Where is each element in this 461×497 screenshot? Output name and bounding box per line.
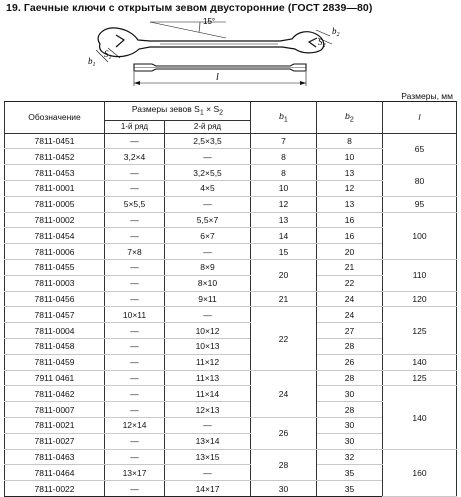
header-b1: $b_1$ [251, 102, 317, 134]
cell-designation: 7811-0006 [5, 244, 105, 260]
cell-length: 140 [383, 354, 457, 370]
cell-size-row2: — [165, 307, 251, 323]
cell-size-row1: — [105, 370, 165, 386]
cell-size-row2: 5,5×7 [165, 212, 251, 228]
cell-b2: 8 [317, 133, 383, 149]
cell-designation: 7811-0462 [5, 386, 105, 402]
cell-b2: 20 [317, 244, 383, 260]
cell-size-row1: — [105, 165, 165, 181]
cell-b2: 10 [317, 149, 383, 165]
cell-length: 125 [383, 370, 457, 386]
cell-size-row1: — [105, 228, 165, 244]
cell-b2: 24 [317, 291, 383, 307]
cell-b2: 30 [317, 418, 383, 434]
cell-size-row2: 11×13 [165, 370, 251, 386]
table-row [5, 307, 457, 323]
cell-size-row1: — [105, 449, 165, 465]
header-row2: 2-й ряд [165, 120, 251, 133]
cell-size-row1: — [105, 291, 165, 307]
cell-designation: 7811-0453 [5, 165, 105, 181]
cell-designation: 7811-0452 [5, 149, 105, 165]
cell-size-row2: 10×13 [165, 339, 251, 355]
table-row [5, 165, 457, 181]
cell-designation: 7811-0022 [5, 481, 105, 497]
cell-size-row1: — [105, 481, 165, 497]
cell-size-row2: 13×14 [165, 433, 251, 449]
cell-b1: 30 [251, 481, 317, 497]
cell-designation: 7811-0005 [5, 196, 105, 212]
cell-b1: 12 [251, 196, 317, 212]
cell-b2: 16 [317, 228, 383, 244]
cell-b2: 27 [317, 323, 383, 339]
wrench-side-view [134, 64, 306, 86]
cell-size-row2: 12×13 [165, 402, 251, 418]
cell-b1: 20 [251, 260, 317, 292]
table-row [5, 386, 457, 402]
cell-size-row1: — [105, 339, 165, 355]
cell-designation: 7811-0021 [5, 418, 105, 434]
cell-b2: 32 [317, 449, 383, 465]
table-body [5, 133, 457, 496]
cell-size-row1: — [105, 212, 165, 228]
cell-b2: 28 [317, 402, 383, 418]
wrench-top-view [96, 22, 332, 62]
cell-size-row2: — [165, 465, 251, 481]
cell-b2: 28 [317, 370, 383, 386]
angle-label: 15° [203, 17, 216, 26]
cell-designation: 7811-0451 [5, 133, 105, 149]
cell-size-row1: — [105, 260, 165, 276]
cell-size-row2: 4×5 [165, 181, 251, 197]
cell-b2: 12 [317, 181, 383, 197]
cell-b1: 24 [251, 370, 317, 417]
length-label: l [216, 72, 219, 83]
s1-label: $S_1$ [104, 49, 112, 61]
cell-designation: 7811-0457 [5, 307, 105, 323]
cell-size-row2: 6×7 [165, 228, 251, 244]
cell-size-row2: — [165, 196, 251, 212]
wrench-drawing [0, 14, 461, 92]
cell-b1: 15 [251, 244, 317, 260]
cell-b1: 10 [251, 181, 317, 197]
cell-length: 125 [383, 307, 457, 354]
cell-size-row1: 13×17 [105, 465, 165, 481]
cell-b2: 26 [317, 354, 383, 370]
cell-b1: 7 [251, 133, 317, 149]
cell-size-row1: — [105, 275, 165, 291]
header-jaw-sizes: Размеры зевов $S_1 \times S_2$ [105, 102, 251, 121]
cell-length: 80 [383, 165, 457, 197]
header-designation: Обозначение [5, 102, 105, 134]
wrench-spec-table [4, 101, 457, 497]
cell-designation: 7811-0002 [5, 212, 105, 228]
cell-size-row1: — [105, 386, 165, 402]
table-row [5, 196, 457, 212]
cell-b2: 16 [317, 212, 383, 228]
b1-label: $b_1$ [88, 56, 96, 68]
cell-b2: 35 [317, 465, 383, 481]
cell-size-row1: 3,2×4 [105, 149, 165, 165]
cell-size-row1: 10×11 [105, 307, 165, 323]
table-row [5, 133, 457, 149]
cell-size-row1: — [105, 181, 165, 197]
cell-b2: 22 [317, 275, 383, 291]
cell-b2: 13 [317, 196, 383, 212]
cell-designation: 7811-0455 [5, 260, 105, 276]
cell-size-row2: 8×9 [165, 260, 251, 276]
cell-designation: 7811-0464 [5, 465, 105, 481]
cell-b2: 28 [317, 339, 383, 355]
cell-designation: 7811-0459 [5, 354, 105, 370]
table-row [5, 212, 457, 228]
cell-b1: 13 [251, 212, 317, 228]
cell-size-row1: 7×8 [105, 244, 165, 260]
cell-size-row1: 5×5,5 [105, 196, 165, 212]
cell-size-row2: 11×14 [165, 386, 251, 402]
cell-size-row2: 14×17 [165, 481, 251, 497]
cell-designation: 7811-0456 [5, 291, 105, 307]
cell-b2: 24 [317, 307, 383, 323]
cell-size-row2: 13×15 [165, 449, 251, 465]
table-row [5, 260, 457, 276]
cell-size-row1: — [105, 133, 165, 149]
cell-length: 140 [383, 386, 457, 449]
cell-designation: 7811-0027 [5, 433, 105, 449]
cell-b2: 13 [317, 165, 383, 181]
header-length: l [383, 102, 457, 134]
cell-designation: 7811-0001 [5, 181, 105, 197]
cell-size-row1: — [105, 433, 165, 449]
cell-length: 100 [383, 212, 457, 259]
cell-b1: 22 [251, 307, 317, 370]
cell-size-row2: 9×11 [165, 291, 251, 307]
table-row [5, 291, 457, 307]
b2-label: $b_2$ [332, 26, 340, 38]
cell-length: 110 [383, 260, 457, 292]
cell-b2: 30 [317, 433, 383, 449]
cell-length: 65 [383, 133, 457, 165]
cell-b1: 28 [251, 449, 317, 481]
cell-size-row1: — [105, 354, 165, 370]
cell-b1: 26 [251, 418, 317, 450]
cell-b1: 8 [251, 149, 317, 165]
cell-size-row2: 11×12 [165, 354, 251, 370]
cell-designation: 7811-0003 [5, 275, 105, 291]
cell-designation: 7811-0004 [5, 323, 105, 339]
cell-size-row1: 12×14 [105, 418, 165, 434]
table-row [5, 449, 457, 465]
cell-size-row1: — [105, 402, 165, 418]
cell-size-row2: — [165, 244, 251, 260]
cell-b2: 35 [317, 481, 383, 497]
cell-size-row1: — [105, 323, 165, 339]
cell-length: 160 [383, 449, 457, 496]
header-row1: 1-й ряд [105, 120, 165, 133]
s2-label: $S_2$ [318, 37, 326, 49]
cell-designation: 7811-0007 [5, 402, 105, 418]
cell-designation: 7811-0454 [5, 228, 105, 244]
header-b2: $b_2$ [317, 102, 383, 134]
cell-designation: 7811-0463 [5, 449, 105, 465]
cell-b1: 21 [251, 291, 317, 307]
cell-size-row2: — [165, 149, 251, 165]
page-title: 19. Гаечные ключи с открытым зевом двусторонние (ГОСТ 2839—80) [6, 2, 373, 14]
cell-b2: 21 [317, 260, 383, 276]
cell-b1: 14 [251, 228, 317, 244]
cell-length: 95 [383, 196, 457, 212]
cell-designation: 7911 0461 [5, 370, 105, 386]
cell-designation: 7811-0458 [5, 339, 105, 355]
cell-size-row2: 10×12 [165, 323, 251, 339]
table-row [5, 370, 457, 386]
cell-size-row2: — [165, 418, 251, 434]
units-note: Размеры, мм [401, 91, 453, 101]
cell-size-row2: 3,2×5,5 [165, 165, 251, 181]
cell-b2: 30 [317, 386, 383, 402]
cell-length: 120 [383, 291, 457, 307]
cell-b1: 8 [251, 165, 317, 181]
cell-size-row2: 2,5×3,5 [165, 133, 251, 149]
table-row [5, 354, 457, 370]
cell-size-row2: 8×10 [165, 275, 251, 291]
